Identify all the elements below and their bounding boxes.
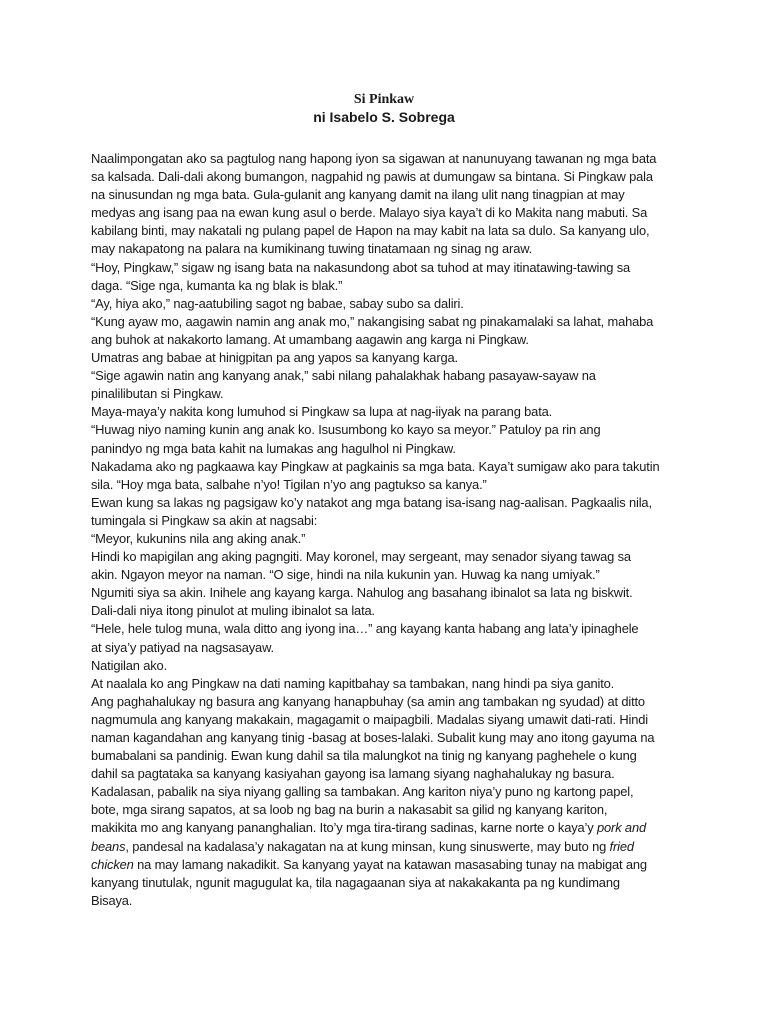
body-line: [91, 856, 687, 874]
body-line: “Huwag niyo naming kunin ang anak ko. Isusumbong ko kayo sa meyor.” Patuloy pa rin ang: [91, 422, 601, 438]
italic-text: fried: [609, 838, 634, 854]
body-line: Ang paghahalukay ng basura ang kanyang hanapbuhay (sa amin ang tambakan ng syudad) at ditto: [91, 693, 645, 709]
body-line: sa kalsada. Dali-dali akong bumangon, nagpahid ng pawis at dumungaw sa bintana. Si Pingkaw pala: [91, 169, 653, 185]
body-line: Ngumiti siya sa akin. Inihele ang kayang karga. Nahulog ang basahang ibinalot sa lata ng biskwit.: [91, 585, 633, 601]
body-line: panindyo ng mga bata kahit na lumakas ang hagulhol ni Pingkaw.: [91, 440, 456, 456]
body-line: tumingala si Pingkaw sa akin at nagsabi:: [91, 512, 318, 528]
body-line-text: , pandesal na kadalasa’y nakagatan na at kung minsan, kung sinuswerte, may buto ng: [125, 838, 607, 854]
body-line: at siya’y patiyad na nagsasayaw.: [91, 639, 274, 655]
body-line: “Meyor, kukunins nila ang aking anak.”: [91, 530, 306, 546]
body-line: Dali-dali niya itong pinulot at muling ibinalot sa lata.: [91, 603, 375, 619]
body-line: bumabalani sa pandinig. Ewan kung dahil sa tila malungkot na tinig ng kanyang paghehele o kung: [91, 748, 637, 764]
body-line: “Hele, hele tulog muna, wala ditto ang iyong ina…” ang kayang kanta habang ang lata’y ipinaghele: [91, 621, 639, 637]
document-author: ni Isabelo S. Sobrega: [313, 109, 455, 125]
body-line: bote, mga sirang sapatos, at sa loob ng bag na burin a nakasabit sa gilid ng kanyang kariton,: [91, 802, 608, 818]
body-line: “Hoy, Pingkaw,” sigaw ng isang bata na nakasundong abot sa tuhod at may itinatawing-tawing sa: [91, 259, 631, 275]
body-line: may nakapatong na palara na kumikinang tuwing tinatamaan ng sinag ng araw.: [91, 241, 533, 257]
body-line: akin. Ngayon meyor na naman. “O sige, hindi na nila kukunin yan. Huwag ka nang umiyak.”: [91, 567, 600, 583]
body-line: na sinusundan ng mga bata. Gula-gulanit ang kanyang damit na ilang ulit nang tinagpian at may: [91, 187, 625, 203]
body-line-text: na may lamang nakadikit. Sa kanyang yayat na katawan masasabing tunay na mabigat ang: [133, 856, 647, 872]
body-line: kanyang tinutulak, ngunit magugulat ka, tila nagagaanan siya at nakakakanta pa ng kundimang: [91, 874, 620, 890]
body-line: kabilang binti, may nakatali ng pulang papel de Hapon na may kabit na lata sa dulo. Sa kanyang ulo,: [91, 223, 650, 239]
body-line: Bisaya.: [91, 892, 133, 908]
body-line: “Ay, hiya ako,” nag-aatubiling sagot ng babae, sabay subo sa daliri.: [91, 295, 464, 311]
italic-text: beans: [91, 838, 126, 854]
body-line: “Sige agawin natin ang kanyang anak,” sabi nilang pahalakhak habang pasayaw-sayaw na: [91, 368, 596, 384]
body-line: At naalala ko ang Pingkaw na dati naming kapitbahay sa tambakan, nang hindi pa siya ganito.: [91, 675, 615, 691]
body-line: daga. “Sige nga, kumanta ka ng blak is blak.”: [91, 277, 343, 293]
body-line: naman kagandahan ang kanyang tinig -basag at boses-lalaki. Subalit kung may ano itong gayuma na: [91, 730, 655, 745]
body-line: [91, 819, 687, 837]
body-line: pinalilibutan si Pingkaw.: [91, 386, 224, 402]
body-line: Naalimpongatan ako sa pagtulog nang hapong iyon sa sigawan at nanunuyang tawanan ng mga bata: [91, 151, 657, 166]
body-line: Hindi ko mapigilan ang aking pagngiti. May koronel, may sergeant, may senador siyang tawag sa: [91, 549, 631, 565]
body-line: Natigilan ako.: [91, 657, 168, 673]
body-line: nagmumula ang kanyang makakain, magagamit o maipagbili. Madalas siyang umawit dati-rati. Hindi: [91, 711, 648, 727]
body-line: medyas ang isang paa na ewan kung asul o berde. Malayo siya kaya’t di ko Makita nang mabuti. Sa: [91, 205, 648, 221]
body-line: Nakadama ako ng pagkaawa kay Pingkaw at pagkainis sa mga bata. Kaya’t sumigaw ako para takutin: [91, 458, 660, 474]
document-title: Si Pinkaw: [353, 92, 415, 107]
paragraph-lines: [91, 150, 687, 819]
body-line: Ewan kung sa lakas ng pagsigaw ko’y natakot ang mga batang isa-isang nag-aalisan. Pagkaalis nila,: [91, 494, 652, 510]
body-line: ang buhok at nakakorto lamang. At umambang aagawin ang karga ni Pingkaw.: [91, 331, 529, 347]
body-line: [91, 838, 687, 856]
body-line: Umatras ang babae at hinigpitan pa ang yapos sa kanyang karga.: [91, 350, 458, 366]
italic-text: chicken: [91, 856, 134, 872]
body-line: sila. “Hoy mga bata, salbahe n’yo! Tigilan n’yo ang pagtukso sa kanya.”: [91, 476, 487, 492]
body-line: “Kung ayaw mo, aagawin namin ang anak mo,” nakangising sabat ng pinakamalaki sa lahat, mahaba: [91, 313, 654, 329]
body-line-text: makikita mo ang kanyang pananghalian. Ito’y mga tira-tirang sadinas, karne norte o kaya’y: [91, 820, 594, 836]
body-line: Kadalasan, pabalik na siya niyang galling sa tambakan. Ang kariton niya’y puno ng kartong papel,: [91, 784, 634, 800]
document-body: [91, 150, 687, 910]
body-line: Maya-maya’y nakita kong lumuhod si Pingkaw sa lupa at nag-iiyak na parang bata.: [91, 404, 553, 420]
body-line: dahil sa pagtataka sa kanyang kasiyahan gayong isa lamang siyang naghahalukay ng basura.: [91, 766, 615, 782]
italic-text: pork and: [597, 820, 646, 836]
